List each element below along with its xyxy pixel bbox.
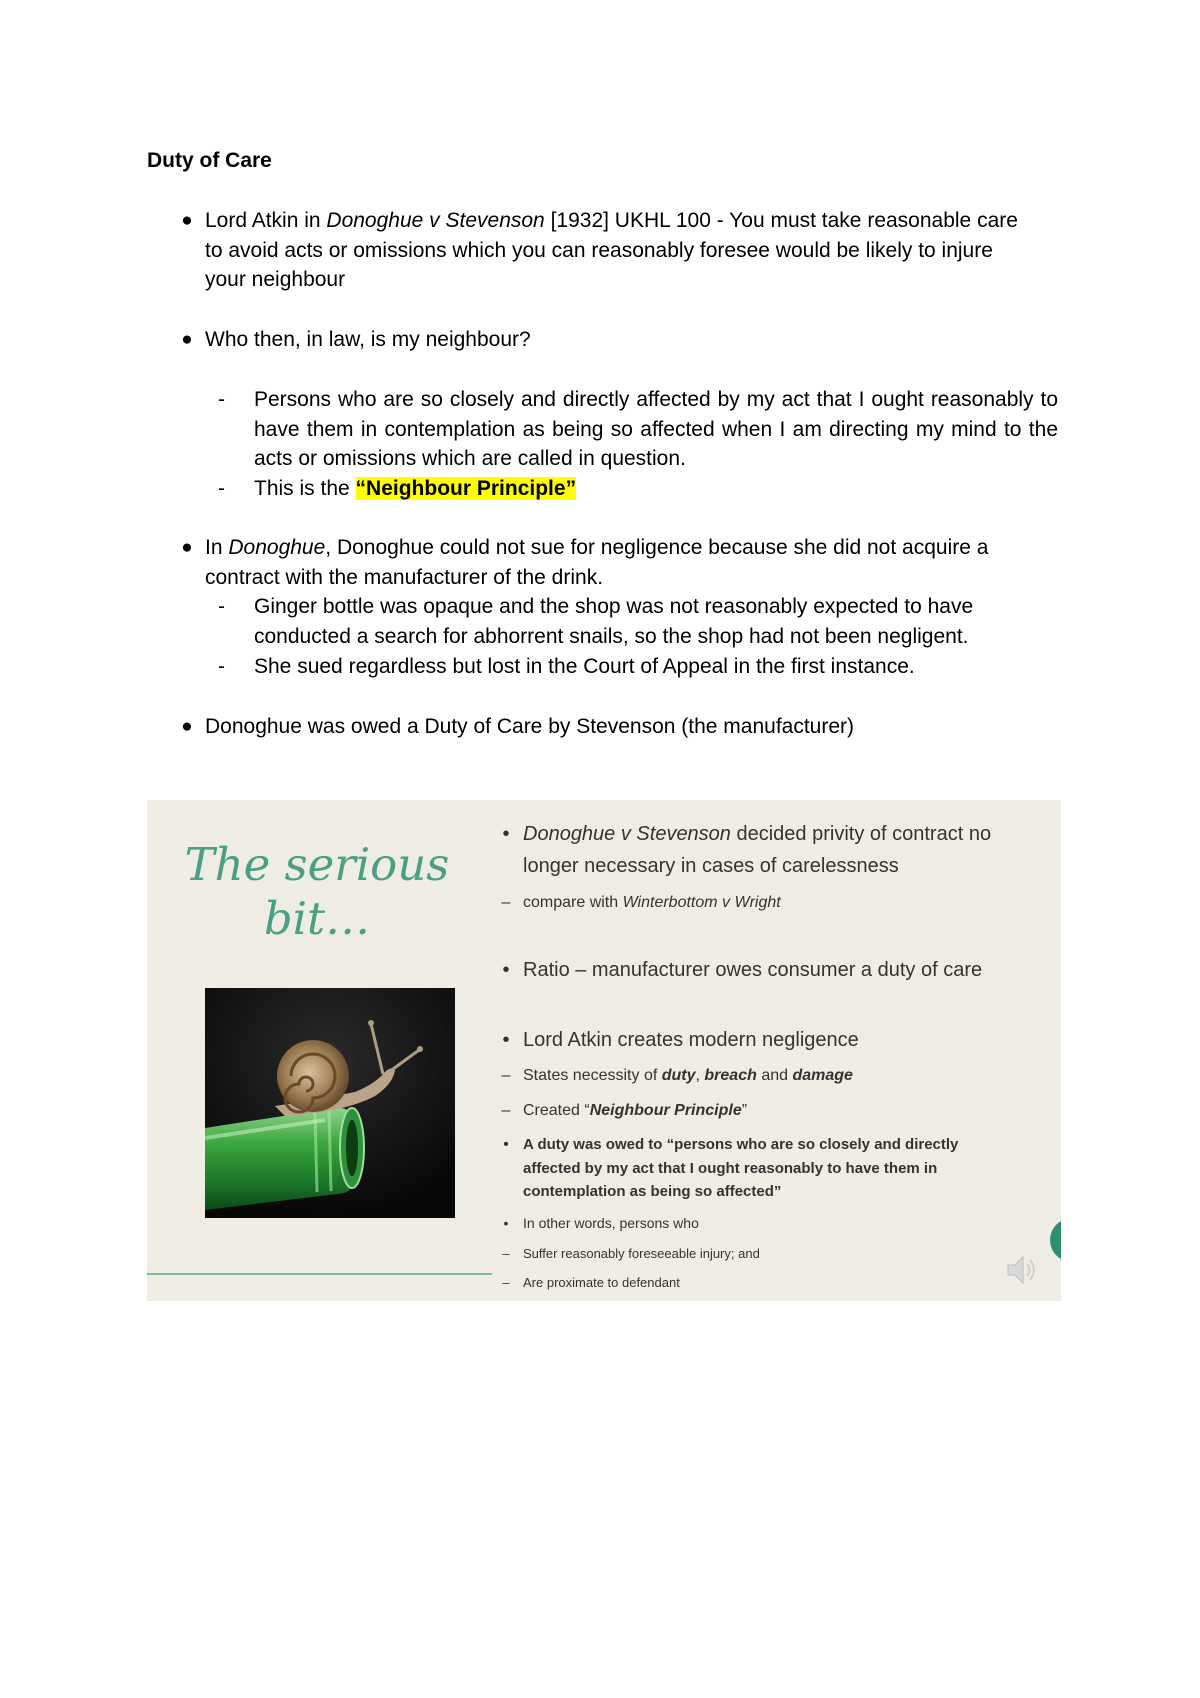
embedded-slide xyxy=(147,800,1061,1301)
emphasis: Neighbour Principle xyxy=(589,1102,742,1119)
slide-bullet-glyph: • xyxy=(503,1215,509,1231)
dash-text xyxy=(254,474,1058,504)
slide-bullet-glyph: • xyxy=(503,1136,509,1153)
dash-glyph: - xyxy=(218,477,225,500)
text-run: , Donoghue could not sue for negligence because she did not acquire a contract with the manufacturer of the drink. xyxy=(205,536,989,589)
text-run: decided privity of contract no longer necessary in cases of carelessness xyxy=(523,823,992,877)
text-run: ” xyxy=(741,1102,748,1119)
bullet-glyph: ● xyxy=(181,329,193,350)
dash-text: Ginger bottle was opaque and the shop was not reasonably expected to have conducted a search for abhorrent snails, so the shop had not been negligent. xyxy=(254,595,974,648)
highlighted-term: “Neighbour Principle” xyxy=(355,477,577,500)
text-run: compare with xyxy=(523,894,623,911)
slide-item-text xyxy=(523,892,1043,914)
text-run: Lord Atkin in xyxy=(205,209,327,232)
text-run: This is the xyxy=(254,477,356,500)
speaker-icon[interactable] xyxy=(1005,1250,1041,1290)
emphasis: damage xyxy=(792,1067,853,1084)
case-name: Donoghue xyxy=(228,536,326,559)
case-name: Donoghue v Stevenson xyxy=(523,823,731,845)
bullet-text: Donoghue was owed a Duty of Care by Stevenson (the manufacturer) xyxy=(205,715,855,738)
dash-glyph: - xyxy=(218,655,225,678)
dash-glyph: - xyxy=(218,388,225,411)
bullet-glyph: ● xyxy=(181,537,193,558)
slide-dash-glyph: – xyxy=(501,1102,511,1119)
slide-item-text xyxy=(523,818,1043,882)
slide-item-text xyxy=(523,1065,1043,1087)
snail-illustration xyxy=(205,988,455,1218)
text-run: Created “ xyxy=(523,1102,590,1119)
dash-text: Persons who are so closely and directly affected by my act that I ought reasonably to have them in contemplation as being so affected when I am directing my mind to the acts or omissions which are called in question. xyxy=(254,388,1058,470)
text-run: In xyxy=(205,536,229,559)
slide-accent-circle xyxy=(1050,1218,1061,1262)
text-run: , xyxy=(695,1067,705,1084)
slide-dash-glyph: – xyxy=(502,1275,510,1290)
bullet-glyph: ● xyxy=(181,210,193,231)
slide-item-text xyxy=(523,1100,1043,1122)
bullet-text xyxy=(205,206,1035,295)
slide-divider xyxy=(147,1273,492,1275)
slide-item-text: Lord Atkin creates modern negligence xyxy=(523,1029,859,1051)
slide-item-text: A duty was owed to “persons who are so closely and directly affected by my act that I ought reasonably to have them in contemplation as being so affected” xyxy=(523,1136,959,1200)
slide-title-line: The serious xyxy=(184,838,450,891)
slide-dash-glyph: – xyxy=(501,1067,511,1084)
text-run: States necessity of xyxy=(523,1067,662,1084)
slide-bullet-glyph: • xyxy=(502,823,510,845)
bullet-text: Who then, in law, is my neighbour? xyxy=(205,328,531,351)
slide-item-text: Are proximate to defendant xyxy=(523,1275,680,1290)
bullet-glyph: ● xyxy=(181,716,193,737)
slide-dash-glyph: – xyxy=(501,894,511,911)
text-run: and xyxy=(756,1067,793,1084)
slide-title-line: bit… xyxy=(263,892,371,945)
dash-glyph: - xyxy=(218,595,225,618)
bullet-text xyxy=(205,533,1035,592)
dash-text: She sued regardless but lost in the Court of Appeal in the first instance. xyxy=(254,655,915,678)
slide-item-text: Ratio – manufacturer owes consumer a duty of care xyxy=(523,959,983,981)
case-name: Winterbottom v Wright xyxy=(622,894,781,911)
text-run: [1932] UKHL 100 - You must take reasonable care to avoid acts or omissions which you can reasonably foresee would be likely to injure your neighbour xyxy=(205,209,1018,291)
slide-bullet-glyph: • xyxy=(502,1029,510,1051)
slide-dash-glyph: – xyxy=(502,1246,510,1261)
slide-item-text: In other words, persons who xyxy=(523,1215,699,1231)
case-name: Donoghue v Stevenson xyxy=(326,209,545,232)
emphasis: breach xyxy=(704,1067,757,1084)
slide-title xyxy=(177,838,457,946)
slide-item-text: Suffer reasonably foreseeable injury; and xyxy=(523,1246,760,1261)
emphasis: duty xyxy=(661,1067,696,1084)
snail-on-bottle-image xyxy=(205,988,455,1218)
document-title: Duty of Care xyxy=(147,149,272,172)
slide-bullet-glyph: • xyxy=(502,959,510,981)
